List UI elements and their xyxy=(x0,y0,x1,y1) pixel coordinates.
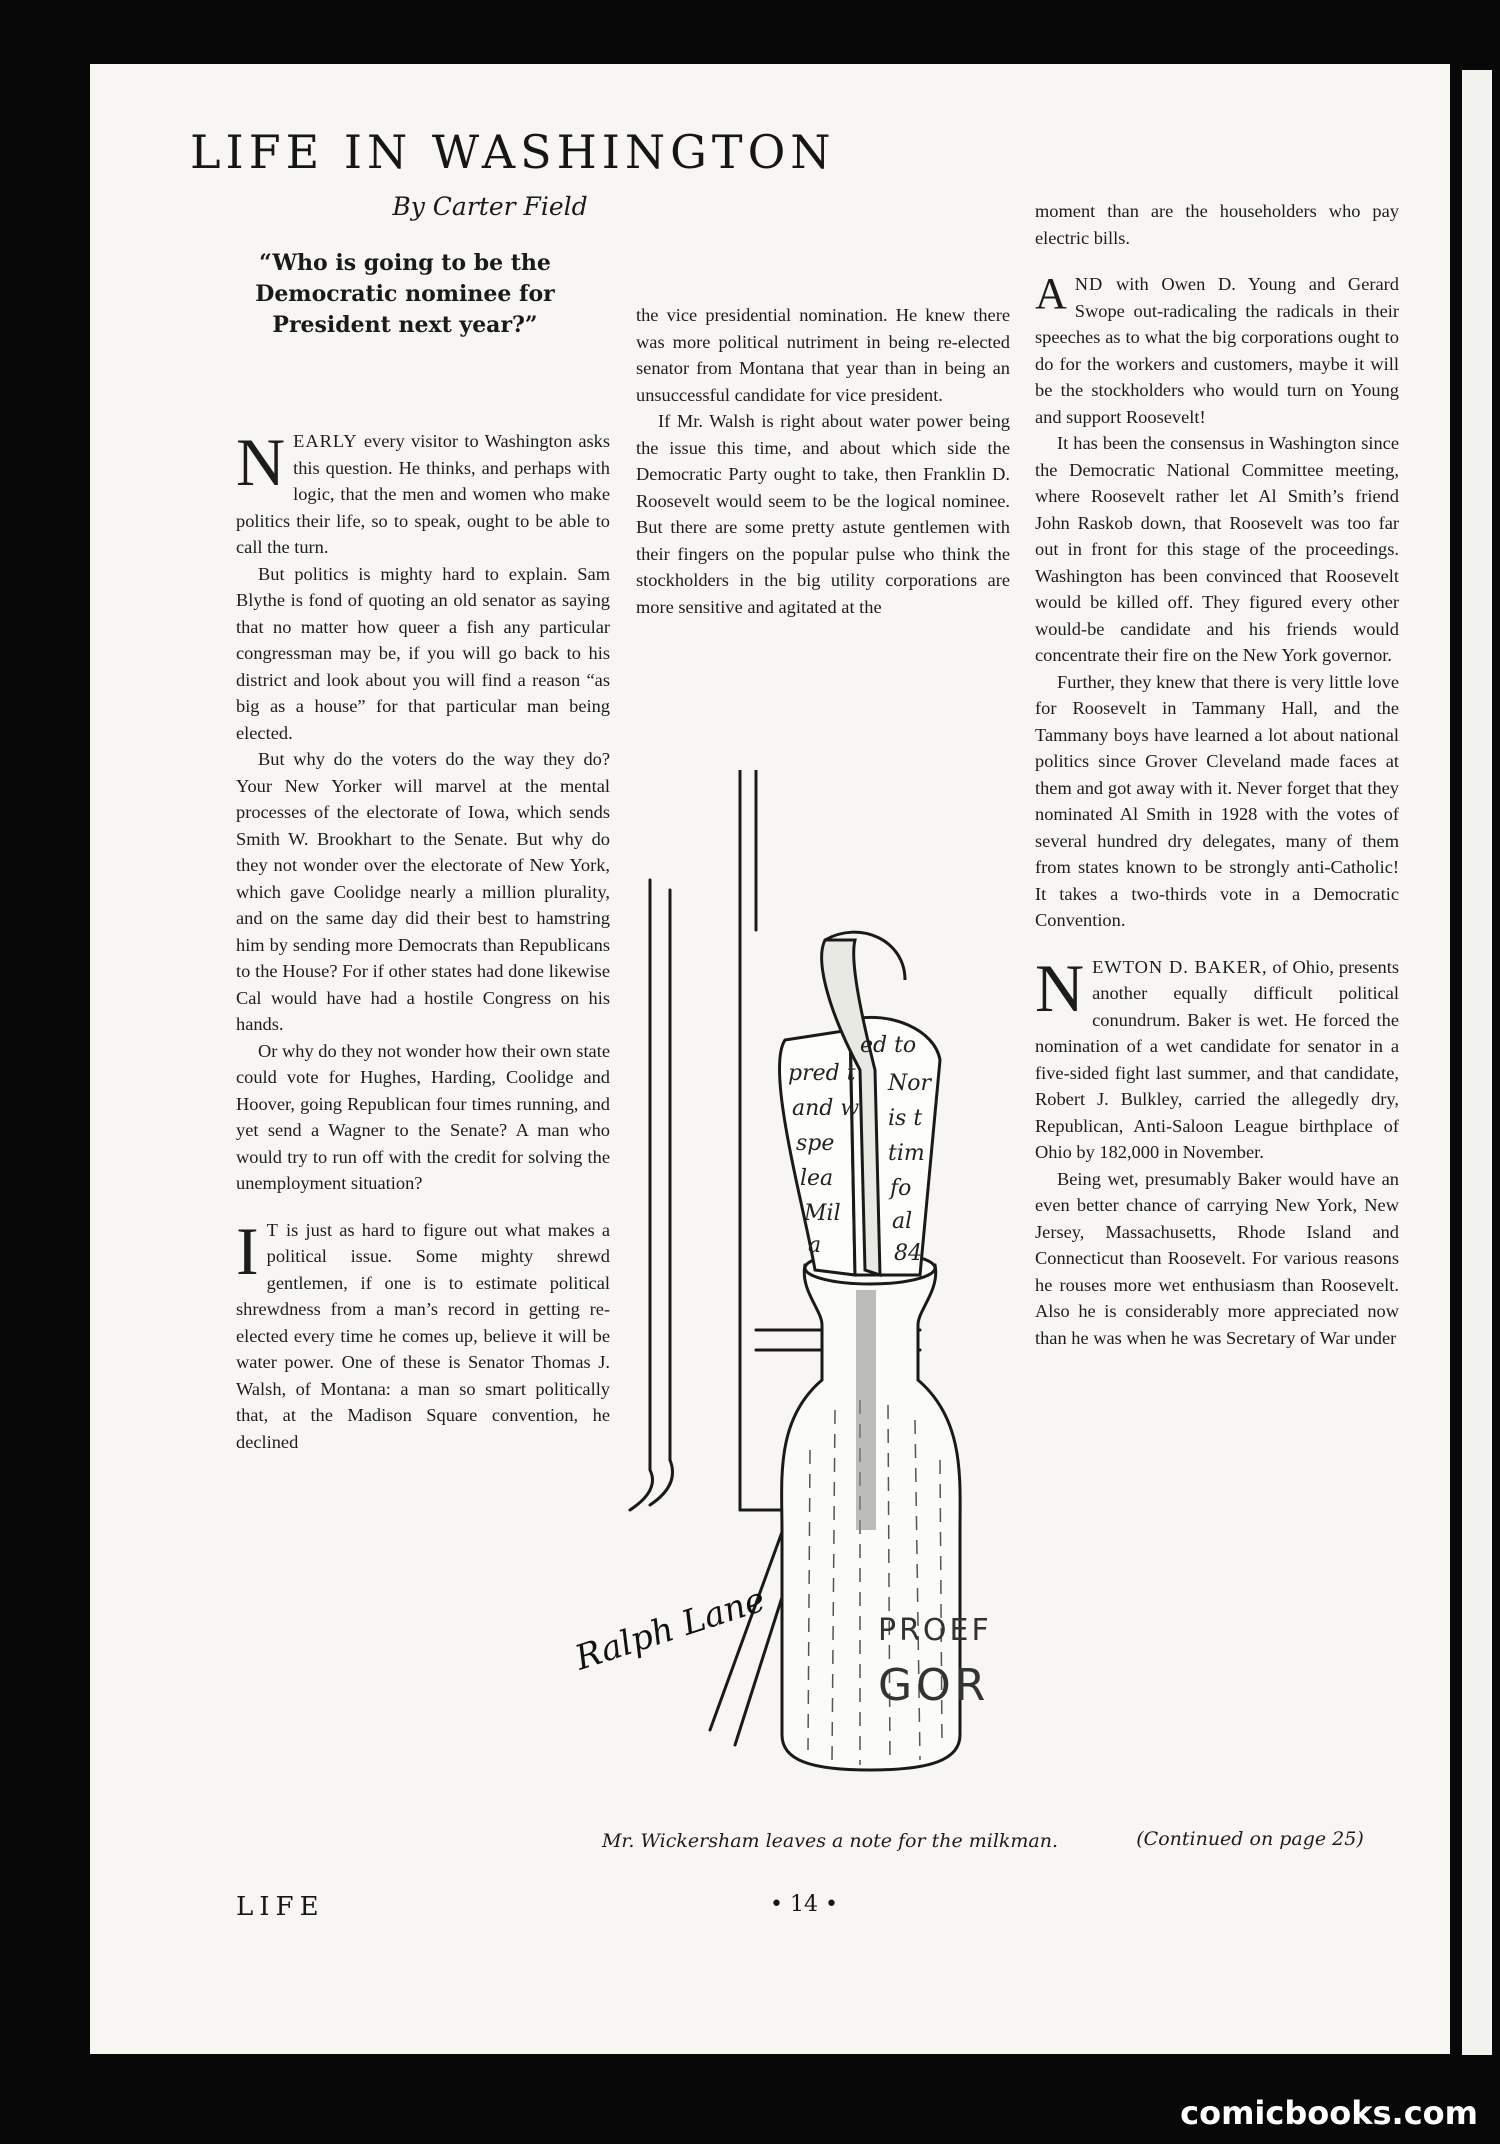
note-line: ed to xyxy=(860,1033,917,1058)
paragraph: moment than are the householders who pay electric bills. xyxy=(1035,201,1399,248)
note-line: spe xyxy=(796,1131,835,1156)
note-line: lea xyxy=(800,1166,834,1191)
paragraph-text: with Owen D. Young and Gerard Swope out-radicaling the radicals in their speeches as to what the big corporations ought to do for the workers and customers, maybe it will be the stockholders who would turn on Young and support Roosevelt! xyxy=(1035,274,1399,427)
column-3 xyxy=(1035,198,1399,1351)
bottle-text: GOR xyxy=(878,1660,990,1711)
byline: By Carter Field xyxy=(392,192,588,221)
note-line: fo xyxy=(890,1176,912,1201)
column-2 xyxy=(636,302,1010,620)
paragraph: Being wet, presumably Baker would have an even better chance of carrying New York, New Jersey, Massachusetts, Rhode Island and Connecticut than Roosevelt. For various reasons he rouses more wet enthusiasm than Roosevelt. Also he is considerably more appreciated now than he was when he was Secretary of War under xyxy=(1035,1168,1399,1348)
lead-in: T xyxy=(266,1219,279,1240)
note-line: and w xyxy=(792,1096,860,1121)
lead-in: ND xyxy=(1074,274,1104,294)
lead-in: EWTON D. BAKER, xyxy=(1092,956,1268,977)
article-title: LIFE IN WASHINGTON xyxy=(190,125,836,179)
note-line: pred t xyxy=(788,1061,856,1086)
lead-in: EARLY xyxy=(293,431,358,451)
drop-cap: N xyxy=(236,424,286,500)
paragraph: the vice presidential nomination. He knew there was more political nutriment in being re-elected senator from Montana that year than in being an unsuccessful candidate for vice president. xyxy=(636,305,1010,405)
note-line: Nor xyxy=(888,1071,932,1096)
drop-cap: I xyxy=(236,1212,259,1289)
paragraph-text: is just as hard to figure out what makes a political issue. Some mighty shrewd gentlemen, if one is to estimate political shrewdness from a man’s record in getting re-elected every time he comes up, believe it will be water power. One of these is Senator Thomas J. Walsh, of Montana: a man so smart politically that, at the Madison Square convention, he declined xyxy=(236,1219,610,1452)
paragraph: Further, they knew that there is very little love for Roosevelt in Tammany Hall, and the Tammany boys have learned a lot about national politics since Grover Cleveland made faces at them and got away with it. Never forget that they nominated Al Smith in 1928 with the votes of several hundred dry delegates, many of them from states known to be strongly anti-Catholic! It takes a two-thirds vote in a Democratic Convention. xyxy=(1035,671,1399,930)
column-1 xyxy=(236,424,610,1455)
illustration-caption: Mr. Wickersham leaves a note for the milkman. xyxy=(601,1830,1059,1852)
paragraph-text: of Ohio, presents another equally difficult political conundrum. Baker is wet. He forced the nomination of a wet candidate for senator in a five-sided fight last summer, and that candidate, Robert J. Bulkley, carried the allegedly dry, Republican, Anti-Saloon League birthplace of Ohio by 182,000 in November. xyxy=(1035,956,1399,1162)
watermark: comicbooks.com xyxy=(1180,2094,1478,2132)
paragraph: It has been the consensus in Washington since the Democratic National Committee meeting, where Roosevelt rather let Al Smith’s friend John Raskob down, that Roosevelt was too far out in front for this stage of the proceedings. Washington has been convinced that Roosevelt would be killed off. They figured every other would-be candidate and his friends would concentrate their fire on the New York governor. xyxy=(1035,433,1399,665)
paragraph xyxy=(1035,271,1399,430)
artist-signature: Ralph Lane xyxy=(570,1579,771,1679)
paragraph-text: every visitor to Washington asks this question. He thinks, and perhaps with logic, that the men and women who make politics their life, so to speak, ought to be able to call the turn. xyxy=(236,431,610,557)
note-line: is t xyxy=(888,1106,923,1131)
drop-cap: N xyxy=(1035,949,1085,1026)
footer-magazine-name: LIFE xyxy=(236,1892,325,1922)
rolled-note xyxy=(779,932,940,1275)
paragraph: If Mr. Walsh is right about water power being the issue this time, and about which side the Democratic Party ought to take, then Franklin D. Roosevelt would seem to be the logical nominee. But there are some pretty astute gentlemen with their fingers on the popular pulse who think the stockholders in the big utility corporations are more sensitive and agitated at the xyxy=(636,411,1010,617)
page-number: • 14 • xyxy=(770,1892,838,1917)
milk-bottle-illustration xyxy=(560,770,1060,1780)
article-headline: “Who is going to be the Democratic nominee for President next year?” xyxy=(255,250,555,338)
note-line: tim xyxy=(888,1141,925,1166)
paragraph: But why do the voters do the way they do? Your New Yorker will marvel at the mental processes of the electorate of Iowa, which sends Smith W. Brookhart to the Senate. But why do they not wonder over the electorate of New York, which gave Coolidge nearly a million plurality, and on the same day did their best to hamstring him by sending more Democrats than Republicans to the House? For if other states had done likewise Cal would have had a hostile Congress on his hands. xyxy=(236,749,610,1034)
note-line: 84 xyxy=(894,1241,922,1266)
note-line: al xyxy=(892,1209,913,1234)
paragraph xyxy=(1035,949,1399,1166)
continued-note: (Continued on page 25) xyxy=(1136,1828,1364,1850)
paragraph: But politics is mighty hard to explain. Sam Blythe is fond of quoting an old senator as saying that no matter how queer a fish any particular congressman may be, if you will go back to his district and look about you will find a reason “as big as a house” for that particular man being elected. xyxy=(236,563,610,743)
note-line: a xyxy=(808,1233,822,1258)
paragraph: Or why do they not wonder how their own state could vote for Hughes, Harding, Coolidge and Hoover, going Republican four times running, and yet send a Wagner to the Senate? A man who would try to run off with the credit for solving the unemployment situation? xyxy=(236,1040,610,1193)
paragraph xyxy=(236,424,610,561)
bottle-text: PROEF xyxy=(878,1613,992,1648)
note-line: Mil xyxy=(804,1201,841,1226)
drop-cap: A xyxy=(1035,269,1067,318)
next-page-edge xyxy=(1462,70,1492,2055)
paragraph xyxy=(236,1212,610,1456)
